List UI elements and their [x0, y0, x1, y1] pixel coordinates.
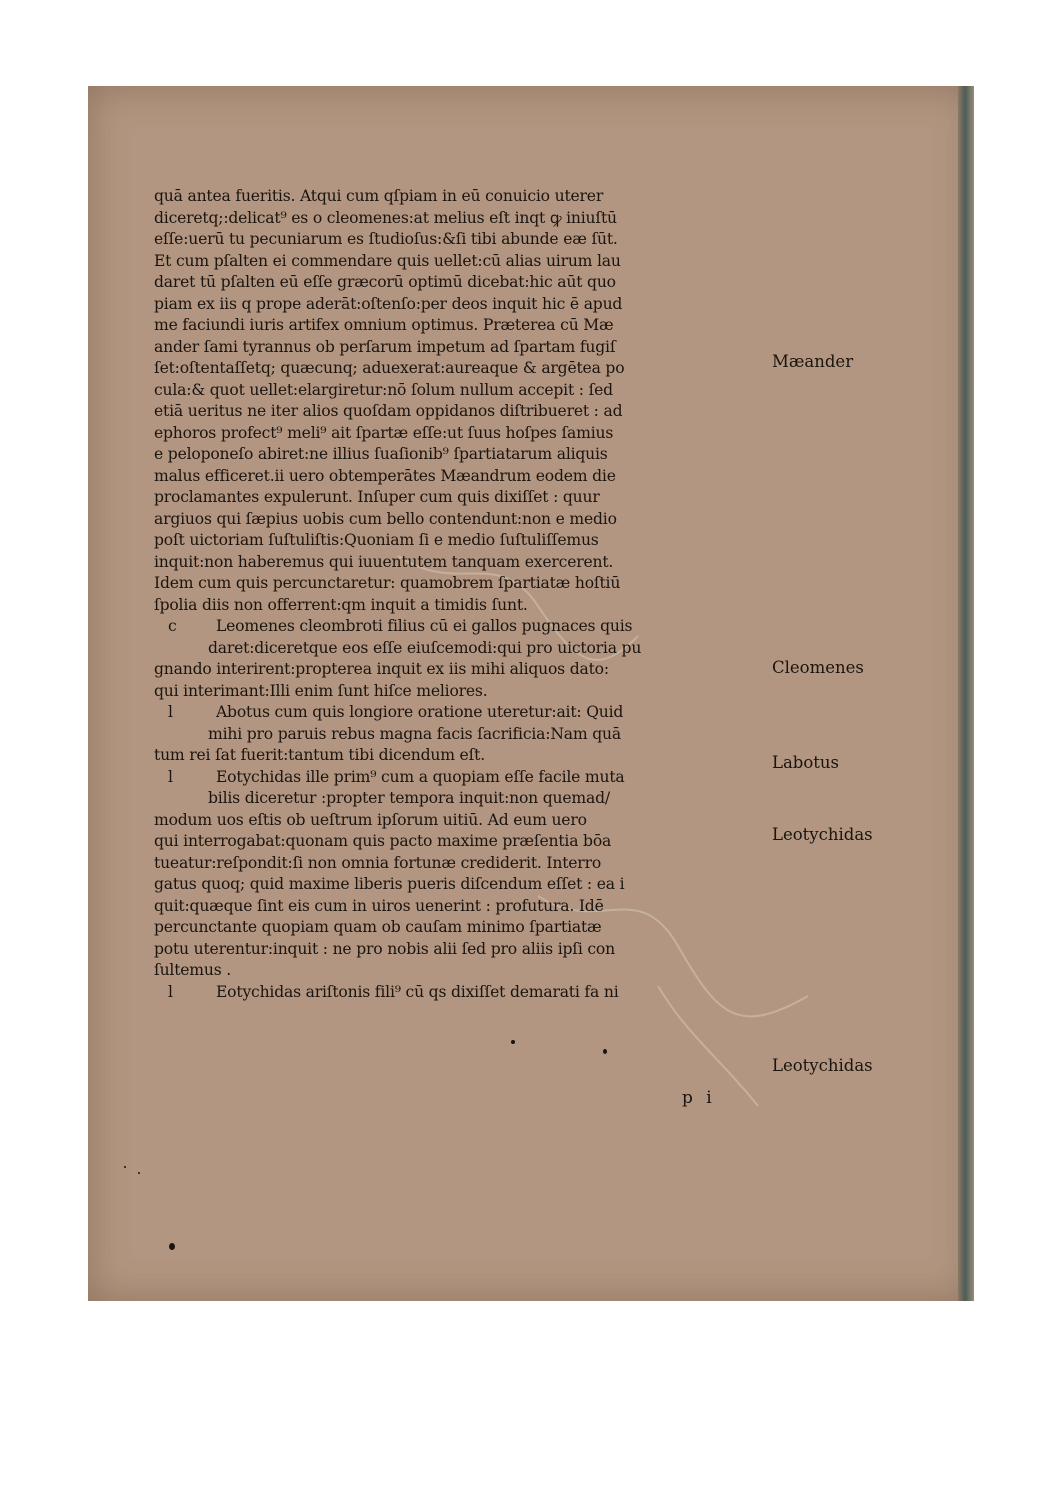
ink-spot: [138, 1172, 140, 1174]
book-page: [88, 86, 974, 1301]
text-line: qui interimant:Illi enim ſunt hiſce meliores.: [154, 681, 488, 700]
text-line: qui interrogabat:quonam quis pacto maxime præſentia bōa: [154, 832, 612, 850]
section-first-line: [154, 616, 774, 638]
text-line: potu uterentur:inquit : ne pro nobis alii ſed pro aliis ipſi con: [154, 939, 615, 958]
text-line: me faciundi iuris artifex omnium optimus. Præterea cū Mæ: [154, 316, 614, 334]
text-line: modum uos eſtis ob ueſtrum ipſorum uitiū. Ad eum uero: [154, 810, 587, 829]
text-line: Et cum pſalten ei commendare quis uellet:cū alias uirum lau: [154, 251, 621, 270]
text-line: gnando interirent:propterea inquit ex iis mihi aliquos dato:: [154, 660, 609, 678]
text-line: tum rei ſat fuerit:tantum tibi dicendum eſt.: [154, 746, 485, 764]
text-line: poſt uictoriam ſuſtuliſtis:Quoniam ſi e medio ſuſtuliſſemus: [154, 531, 599, 549]
text-line: etiā ueritus ne iter alios quoſdam oppidanos diſtribueret : ad: [154, 402, 623, 420]
text-span: Abotus cum quis longiore oratione uteretur:ait: Quid: [216, 703, 624, 721]
text-line: eſſe:uerū tu pecuniarum es ſtudioſus:&ſi tibi abunde eæ ſūt.: [154, 230, 618, 248]
text-line: malus efficeret.ii uero obtemperātes Mæandrum eodem die: [154, 466, 616, 485]
text-line: e peloponeſo abiret:ne illius ſuaſionib⁹ ſpartiatarum aliquis: [154, 445, 608, 463]
page-edge: [958, 86, 974, 1301]
initial-letter: l: [168, 982, 173, 1001]
text-line: gatus quoq; quid maxime liberis pueris diſcendum eſſet : ea i: [154, 875, 625, 893]
text-line: percunctante quopiam quam ob cauſam minimo ſpartiatæ: [154, 918, 602, 936]
text-line: piam ex iis q prope aderāt:oſtenſo:per deos inquit hic ē apud: [154, 294, 623, 313]
text-line: proclamantes expulerunt. Inſuper cum quis dixiſſet : quur: [154, 488, 600, 506]
initial-letter: c: [168, 617, 177, 635]
margin-note-leotychidas-2: Leotychidas: [772, 1056, 873, 1075]
text-line: ſultemus .: [154, 961, 232, 979]
signature-mark: p i: [682, 1088, 716, 1108]
text-line: cula:& quot uellet:elargiretur:nō ſolum nullum accepit : ſed: [154, 380, 613, 399]
text-span: Leomenes cleombroti filius cū ei gallos pugnaces quis: [216, 617, 633, 635]
ink-spot: [603, 1049, 607, 1054]
margin-note-cleomenes: Cleomenes: [772, 658, 864, 677]
text-line: mihi pro paruis rebus magna facis ſacrificia:Nam quā: [208, 724, 621, 743]
section-first-line: [154, 702, 774, 724]
text-line: tueatur:reſpondit:ſi non omnia fortunæ crediderit. Interro: [154, 853, 602, 872]
text-line: daret tū pſalten eū eſſe græcorū optimū dicebat:hic aūt quo: [154, 273, 616, 291]
initial-letter: l: [168, 703, 173, 721]
text-line: daret:diceretque eos eſſe eiuſcemodi:qui pro uictoria pu: [208, 638, 642, 657]
text-span: Eotychidas ariſtonis fili⁹ cū qs dixiſſet demarati fa ni: [216, 982, 619, 1001]
text-line: Idem cum quis percunctaretur: quamobrem ſpartiatæ hoſtiū: [154, 574, 621, 592]
text-line: quit:quæque ſint eis cum in uiros uenerint : profutura. Idē: [154, 896, 604, 915]
initial-letter: l: [168, 767, 173, 786]
section-first-line: [154, 982, 774, 1004]
text-line: ſet:oſtentaſſetq; quæcunq; aduexerat:aureaque & argētea po: [154, 359, 625, 377]
text-line: argiuos qui ſæpius uobis cum bello contendunt:non e medio: [154, 509, 617, 528]
margin-note-leotychidas: Leotychidas: [772, 825, 873, 844]
text-line: ephoros profect⁹ meli⁹ ait ſpartæ eſſe:ut ſuus hoſpes ſamius: [154, 423, 614, 442]
text-span: Eotychidas ille prim⁹ cum a quopiam eſſe facile muta: [216, 767, 625, 786]
ink-spot: [511, 1040, 515, 1044]
ink-spot: [169, 1243, 175, 1250]
text-line: bilis diceretur :propter tempora inquit:non quemad/: [208, 789, 610, 807]
text-line: quā antea fueritis. Atqui cum qſpiam in eū conuicio uterer: [154, 187, 604, 205]
text-line: ſpolia diis non offerrent:qm inquit a timidis ſunt.: [154, 595, 528, 614]
text-line: ander ſami tyrannus ob perſarum impetum ad ſpartam fugiſ: [154, 337, 616, 356]
text-line: diceretq;:delicat⁹ es o cleomenes:at melius eſt inqt ꝙ iniuſtū: [154, 208, 617, 227]
margin-note-labotus: Labotus: [772, 753, 840, 772]
ink-spot: [124, 1166, 126, 1168]
text-line: inquit:non haberemus qui iuuentutem tanquam exercerent.: [154, 552, 614, 571]
margin-note-maeander: Mæander: [772, 352, 854, 371]
main-text: [154, 186, 774, 1003]
section-first-line: [154, 767, 774, 789]
